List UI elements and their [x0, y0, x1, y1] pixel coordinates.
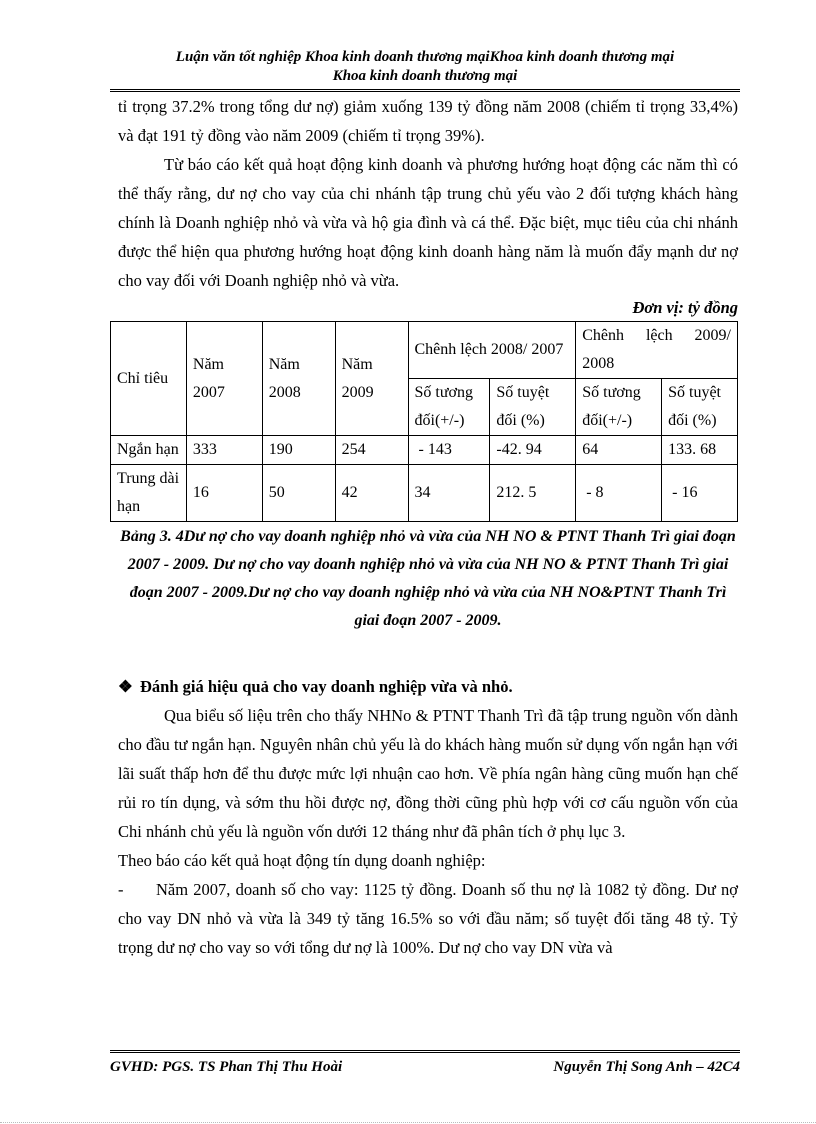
- row-label: Ngắn hạn: [111, 436, 187, 465]
- cell-diff2-relative: 64: [576, 436, 662, 465]
- table-header-row: [111, 322, 738, 379]
- subheader-relative: Số tương đối(+/-): [576, 379, 662, 436]
- paragraph-1: tỉ trọng 37.2% trong tổng dư nợ) giảm xuống 139 tỷ đồng năm 2008 (chiếm tỉ trọng 33,4%) và đạt 191 tỷ đồng vào năm 2009 (chiếm tỉ trọng 39%).: [118, 97, 738, 145]
- header-indicator: Chỉ tiêu: [111, 322, 187, 436]
- cell-diff2-absolute: 133. 68: [662, 436, 738, 465]
- table-row: [111, 465, 738, 522]
- paragraph-5: [118, 875, 738, 962]
- header-2008: Năm 2008: [262, 322, 335, 436]
- header-diff-2008-2007: Chênh lệch 2008/ 2007: [408, 322, 576, 379]
- cell-2009: 42: [335, 465, 408, 522]
- diamond-bullet-icon: ❖: [118, 677, 133, 696]
- header-line-1: Luận văn tốt nghiệp Khoa kinh doanh thương mạiKhoa kinh doanh thương mại: [175, 49, 675, 65]
- paragraph-4: Theo báo cáo kết quả hoạt động tín dụng doanh nghiệp:: [118, 851, 486, 870]
- page-content: [118, 92, 738, 962]
- subheader-relative: Số tương đối(+/-): [408, 379, 490, 436]
- table-unit: Đơn vị: tỷ đồng: [632, 298, 738, 317]
- header-2007: Năm 2007: [186, 322, 262, 436]
- paragraph-2: Từ báo cáo kết quả hoạt động kinh doanh và phương hướng hoạt động các năm thì có thể thấy rằng, dư nợ cho vay của chi nhánh tập trung chủ yếu vào 2 đối tượng khách hàng chính là Doanh nghiệp nhỏ và vừa và hộ gia đình và cá thể. Đặc biệt, mục tiêu của chi nhánh được thể hiện qua phương hướng hoạt động kinh doanh hàng năm là muốn đẩy mạnh dư nợ cho vay đối với Doanh nghiệp nhỏ và vừa.: [118, 155, 738, 290]
- subheader-absolute: Số tuyệt đối (%): [662, 379, 738, 436]
- section-heading: [118, 673, 738, 701]
- cell-diff2-absolute: - 16: [662, 465, 738, 522]
- subheader-absolute: Số tuyệt đối (%): [490, 379, 576, 436]
- cell-diff2-relative: - 8: [576, 465, 662, 522]
- paragraph-3: Qua biểu số liệu trên cho thấy NHNo & PTNT Thanh Trì đã tập trung nguồn vốn dành cho đầu tư ngắn hạn. Nguyên nhân chủ yếu là do khách hàng muốn sử dụng vốn ngắn hạn với lãi suất thấp hơn để thu được mức lợi nhuận cao hơn. Về phía ngân hàng cũng muốn hạn chế rủi ro tín dụng, và sớm thu hồi được nợ, đồng thời cũng phù hợp với cơ cấu nguồn vốn của Chi nhánh chủ yếu là nguồn vốn dưới 12 tháng như đã phân tích ở phụ lục 3.: [118, 706, 738, 841]
- footer-supervisor: GVHD: PGS. TS Phan Thị Thu Hoài: [110, 1059, 343, 1075]
- cell-2008: 190: [262, 436, 335, 465]
- cell-diff1-absolute: 212. 5: [490, 465, 576, 522]
- cell-2008: 50: [262, 465, 335, 522]
- loan-table: [110, 321, 738, 522]
- cell-diff1-relative: 34: [408, 465, 490, 522]
- section-title: Đánh giá hiệu quả cho vay doanh nghiệp vừa và nhỏ.: [140, 677, 513, 696]
- page-footer: [110, 1050, 740, 1076]
- header-2009: Năm 2009: [335, 322, 408, 436]
- cell-2007: 16: [186, 465, 262, 522]
- footer-author: Nguyễn Thị Song Anh – 42C4: [553, 1059, 740, 1075]
- header-line-2: Khoa kinh doanh thương mại: [332, 68, 518, 84]
- header-diff-2009-2008: Chênh lệch 2009/ 2008: [576, 322, 738, 379]
- row-label: Trung dài hạn: [111, 465, 187, 522]
- page-header: [110, 48, 740, 92]
- table-caption: Bảng 3. 4Dư nợ cho vay doanh nghiệp nhỏ và vừa của NH NO & PTNT Thanh Trì giai đoạn 2007 - 2009. Dư nợ cho vay doanh nghiệp nhỏ và vừa của NH NO & PTNT Thanh Trì giai đoạn 2007 - 2009.Dư nợ cho vay doanh nghiệp nhỏ và vừa của NH NO&PTNT Thanh Trì giai đoạn 2007 - 2009.: [120, 528, 736, 629]
- table-row: [111, 436, 738, 465]
- cell-2007: 333: [186, 436, 262, 465]
- list-dash: -: [118, 880, 124, 899]
- paragraph-5-text: Năm 2007, doanh số cho vay: 1125 tỷ đồng. Doanh số thu nợ là 1082 tỷ đồng. Dư nợ cho vay DN nhỏ và vừa là 349 tỷ tăng 16.5% so với đầu năm; số tuyệt đối tăng 48 tỷ. Tỷ trọng dư nợ cho vay so với tổng dư nợ là 100%. Dư nợ cho vay DN vừa và: [118, 880, 738, 957]
- cell-2009: 254: [335, 436, 408, 465]
- cell-diff1-relative: - 143: [408, 436, 490, 465]
- cell-diff1-absolute: -42. 94: [490, 436, 576, 465]
